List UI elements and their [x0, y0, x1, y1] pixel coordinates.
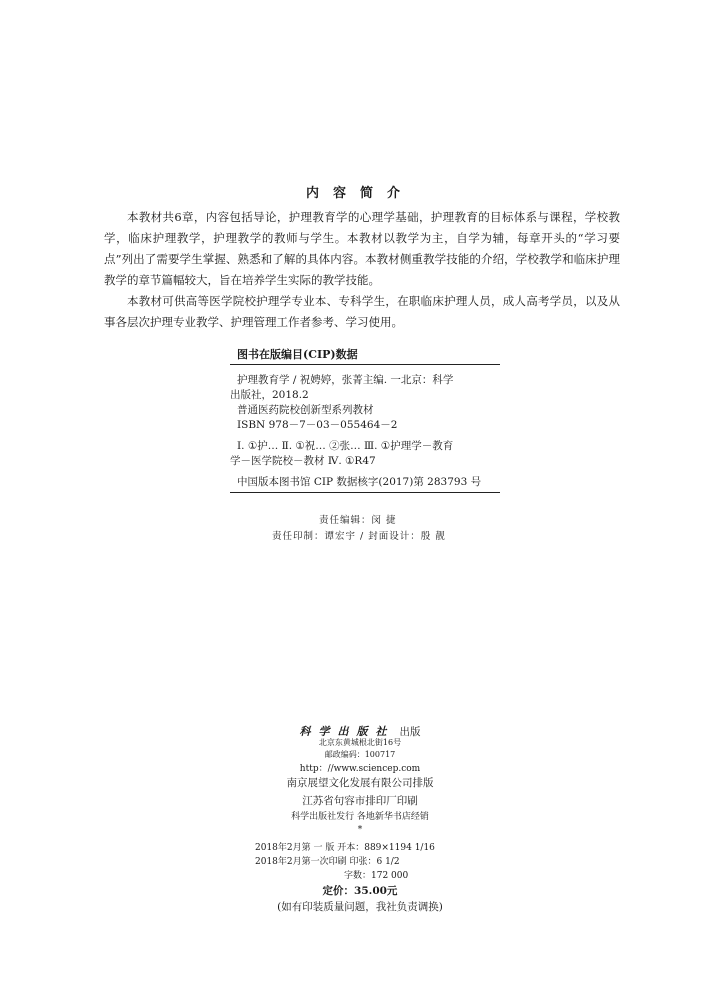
price: 定价：35.00元 — [322, 885, 398, 897]
responsible-editor: 责任编辑：闵 捷 — [319, 515, 397, 526]
printer: 江苏省句容市排印厂印刷 — [302, 795, 418, 807]
cip-line-6: 学－医学院校－教材 Ⅳ. ①R47 — [230, 455, 376, 467]
cip-top-rule — [230, 364, 500, 365]
edition-line-2: 2018年2月第一次印刷 印张：6 1/2 — [255, 857, 400, 867]
edition-line-1: 2018年2月第 一 版 开本：889×1194 1/16 — [255, 843, 435, 853]
intro-text — [104, 207, 620, 333]
cip-line-3: 普通医药院校创新型系列教材 — [237, 404, 374, 416]
page-title: 内容简介 — [305, 186, 414, 201]
intro-paragraph-2: 本教材可供高等医学院校护理学专业本、专科学生，在职临床护理人员，成人高考学员，以及从事各层次护理专业教学、护理管理工作者参考、学习使用。 — [104, 294, 620, 329]
publisher-suffix: 出版 — [399, 726, 421, 738]
quality-notice: (如有印装质量问题，我社负责调换) — [277, 901, 443, 913]
cip-line-2: 出版社，2018.2 — [230, 389, 309, 401]
responsible-printing-cover-design: 责任印制：谭宏宇 / 封面设计：殷 靓 — [272, 531, 446, 542]
typesetter: 南京展望文化发展有限公司排版 — [286, 777, 434, 789]
publisher-website: http：//www.sciencep.com — [299, 764, 421, 774]
word-count: 字数：172 000 — [344, 871, 409, 881]
publisher-postcode: 邮政编码：100717 — [324, 750, 396, 759]
separator-asterisk: * — [357, 825, 363, 835]
cip-line-5: Ⅰ. ①护… Ⅱ. ①祝… ②张… Ⅲ. ①护理学－教育 — [237, 440, 454, 452]
cip-line-7: 中国版本图书馆 CIP 数据核字(2017)第 283793 号 — [237, 476, 482, 488]
intro-paragraph-1: 本教材共6章，内容包括导论，护理教育学的心理学基础，护理教育的目标体系与课程，学校教学，临床护理教学，护理教学的教师与学生。本教材以教学为主，自学为辅，每章开头的“学习要点”列出了需要学生掌握、熟悉和了解的具体内容。本教材侧重教学技能的介绍，学校教学和临床护理教学的章节篇幅较大，旨在培养学生实际的教学技能。 — [104, 210, 620, 287]
cip-line-4: ISBN 978－7－03－055464－2 — [237, 419, 398, 431]
publisher-address: 北京东黄城根北街16号 — [318, 738, 402, 747]
cip-heading: 图书在版编目(CIP)数据 — [237, 348, 358, 361]
cip-line-1: 护理教育学 / 祝娉婷，张菁主编. 一北京：科学 — [237, 374, 454, 386]
publisher-name: 科学出版社 — [299, 725, 395, 738]
cip-bottom-rule — [230, 492, 500, 493]
distribution: 科学出版社发行 各地新华书店经销 — [291, 812, 429, 822]
